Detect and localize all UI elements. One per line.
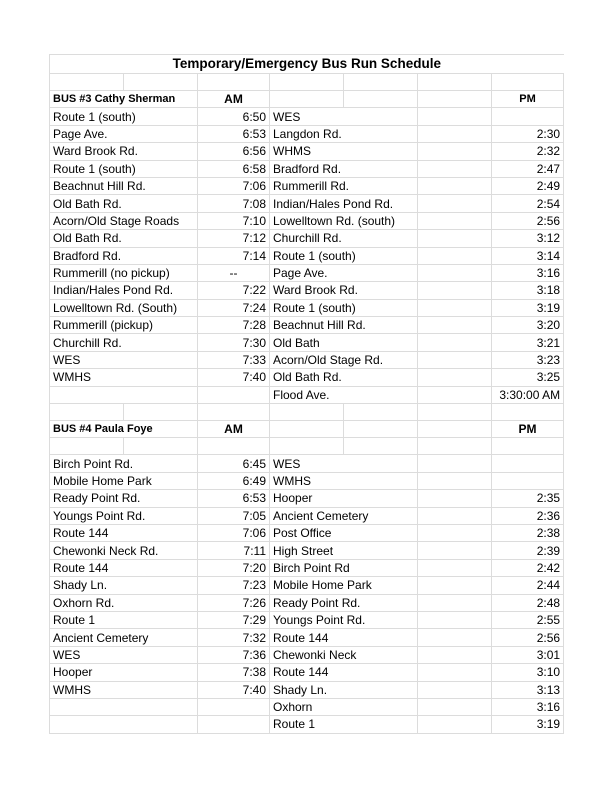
am-stop	[50, 698, 198, 715]
am-time: 6:53	[198, 125, 270, 142]
schedule-row	[50, 559, 564, 576]
spacer	[418, 264, 492, 281]
am-time: 6:50	[198, 108, 270, 125]
schedule-row	[50, 386, 564, 403]
pm-time: 3:13	[492, 681, 564, 698]
am-stop: Bradford Rd.	[50, 247, 198, 264]
pm-time: 2:56	[492, 629, 564, 646]
spacer	[418, 230, 492, 247]
schedule-row	[50, 125, 564, 142]
pm-time: 3:16	[492, 698, 564, 715]
schedule-row	[50, 472, 564, 489]
spacer	[418, 472, 492, 489]
schedule-row	[50, 317, 564, 334]
pm-stop: Mobile Home Park	[270, 577, 418, 594]
pm-time: 3:12	[492, 230, 564, 247]
spacer	[418, 386, 492, 403]
am-time: 7:05	[198, 507, 270, 524]
am-time: 7:14	[198, 247, 270, 264]
pm-time: 3:23	[492, 351, 564, 368]
am-stop: Hooper	[50, 664, 198, 681]
pm-stop: Shady Ln.	[270, 681, 418, 698]
am-time: 7:06	[198, 177, 270, 194]
bus4-am-label: AM	[198, 421, 270, 438]
pm-stop: Churchill Rd.	[270, 230, 418, 247]
spacer	[418, 629, 492, 646]
pm-stop: Flood Ave.	[270, 386, 418, 403]
pm-time: 2:42	[492, 559, 564, 576]
am-time: 7:24	[198, 299, 270, 316]
pm-stop: Route 1	[270, 716, 418, 733]
pm-stop: Route 144	[270, 629, 418, 646]
am-time: 7:40	[198, 681, 270, 698]
schedule-row	[50, 264, 564, 281]
schedule-row	[50, 698, 564, 715]
schedule-row	[50, 351, 564, 368]
am-time: 6:56	[198, 143, 270, 160]
pm-stop: Birch Point Rd	[270, 559, 418, 576]
am-time: 7:30	[198, 334, 270, 351]
pm-stop: Page Ave.	[270, 264, 418, 281]
schedule-row	[50, 577, 564, 594]
am-time: 7:29	[198, 611, 270, 628]
pm-stop: Ready Point Rd.	[270, 594, 418, 611]
am-stop: Rummerill (no pickup)	[50, 264, 198, 281]
spacer	[418, 177, 492, 194]
am-stop: Ward Brook Rd.	[50, 143, 198, 160]
am-stop: Churchill Rd.	[50, 334, 198, 351]
am-stop: WES	[50, 646, 198, 663]
schedule-table	[49, 54, 564, 734]
am-stop: Birch Point Rd.	[50, 455, 198, 472]
am-stop: Old Bath Rd.	[50, 230, 198, 247]
schedule-row	[50, 716, 564, 733]
schedule-row	[50, 507, 564, 524]
pm-stop: Rummerill Rd.	[270, 177, 418, 194]
pm-time: 2:56	[492, 212, 564, 229]
schedule-row	[50, 143, 564, 160]
pm-time: 2:39	[492, 542, 564, 559]
am-time: --	[198, 264, 270, 281]
pm-stop: High Street	[270, 542, 418, 559]
pm-time: 2:49	[492, 177, 564, 194]
spacer	[418, 524, 492, 541]
pm-time: 3:10	[492, 664, 564, 681]
am-stop: WMHS	[50, 369, 198, 386]
schedule-row	[50, 334, 564, 351]
pm-time: 3:20	[492, 317, 564, 334]
schedule-row	[50, 664, 564, 681]
pm-stop: Route 144	[270, 664, 418, 681]
pm-time: 2:35	[492, 490, 564, 507]
spacer	[418, 282, 492, 299]
spacer	[418, 247, 492, 264]
spacer	[418, 351, 492, 368]
pm-stop: Acorn/Old Stage Rd.	[270, 351, 418, 368]
spacer	[418, 212, 492, 229]
am-stop: Acorn/Old Stage Roads	[50, 212, 198, 229]
pm-stop: Bradford Rd.	[270, 160, 418, 177]
am-stop: Mobile Home Park	[50, 472, 198, 489]
pm-time: 3:01	[492, 646, 564, 663]
spacer	[418, 490, 492, 507]
spacer	[418, 646, 492, 663]
am-stop: Ready Point Rd.	[50, 490, 198, 507]
pm-stop: Hooper	[270, 490, 418, 507]
spacer	[418, 542, 492, 559]
bus3-header: BUS #3 Cathy Sherman	[50, 91, 198, 108]
pm-stop: Route 1 (south)	[270, 247, 418, 264]
bus4-header: BUS #4 Paula Foye	[50, 421, 198, 438]
am-stop: Shady Ln.	[50, 577, 198, 594]
bus3-pm-label: PM	[492, 91, 564, 108]
pm-stop: WHMS	[270, 143, 418, 160]
am-stop: Route 1	[50, 611, 198, 628]
am-time	[198, 386, 270, 403]
am-time: 7:32	[198, 629, 270, 646]
am-stop: Page Ave.	[50, 125, 198, 142]
spacer	[418, 507, 492, 524]
am-time: 7:40	[198, 369, 270, 386]
am-time	[198, 716, 270, 733]
spacer	[418, 559, 492, 576]
pm-time: 2:47	[492, 160, 564, 177]
pm-time: 3:25	[492, 369, 564, 386]
pm-stop: Beachnut Hill Rd.	[270, 317, 418, 334]
schedule-row	[50, 195, 564, 212]
pm-time: 2:32	[492, 143, 564, 160]
am-time: 7:08	[198, 195, 270, 212]
pm-stop: Old Bath Rd.	[270, 369, 418, 386]
am-stop: Route 1 (south)	[50, 160, 198, 177]
schedule-row	[50, 369, 564, 386]
spacer	[418, 160, 492, 177]
schedule-row	[50, 681, 564, 698]
am-stop: Chewonki Neck Rd.	[50, 542, 198, 559]
spacer	[418, 195, 492, 212]
am-stop: WMHS	[50, 681, 198, 698]
schedule-row	[50, 177, 564, 194]
spacer	[418, 716, 492, 733]
am-stop: Ancient Cemetery	[50, 629, 198, 646]
spacer	[418, 698, 492, 715]
pm-stop: Ward Brook Rd.	[270, 282, 418, 299]
page-title: Temporary/Emergency Bus Run Schedule	[50, 55, 564, 74]
am-time: 7:26	[198, 594, 270, 611]
pm-time: 3:19	[492, 299, 564, 316]
am-time: 6:58	[198, 160, 270, 177]
schedule-row	[50, 212, 564, 229]
schedule-row	[50, 230, 564, 247]
pm-time: 2:48	[492, 594, 564, 611]
schedule-row	[50, 594, 564, 611]
am-time: 6:53	[198, 490, 270, 507]
pm-stop: Indian/Hales Pond Rd.	[270, 195, 418, 212]
pm-time: 3:14	[492, 247, 564, 264]
am-stop: Lowelltown Rd. (South)	[50, 299, 198, 316]
am-stop: Oxhorn Rd.	[50, 594, 198, 611]
pm-time: 3:16	[492, 264, 564, 281]
pm-stop: Old Bath	[270, 334, 418, 351]
am-time: 6:45	[198, 455, 270, 472]
spacer	[418, 125, 492, 142]
am-stop: Beachnut Hill Rd.	[50, 177, 198, 194]
am-time: 7:06	[198, 524, 270, 541]
am-time: 7:28	[198, 317, 270, 334]
spacer	[418, 334, 492, 351]
am-time: 7:23	[198, 577, 270, 594]
pm-time: 2:55	[492, 611, 564, 628]
spacer	[418, 143, 492, 160]
spacer	[418, 299, 492, 316]
am-stop: Indian/Hales Pond Rd.	[50, 282, 198, 299]
pm-stop: Post Office	[270, 524, 418, 541]
spacer	[418, 577, 492, 594]
am-stop: Route 1 (south)	[50, 108, 198, 125]
spacer	[418, 681, 492, 698]
am-time	[198, 698, 270, 715]
pm-stop: WMHS	[270, 472, 418, 489]
spacer	[418, 108, 492, 125]
pm-stop: WES	[270, 108, 418, 125]
am-time: 7:11	[198, 542, 270, 559]
pm-time: 2:54	[492, 195, 564, 212]
spacer	[418, 664, 492, 681]
schedule-row	[50, 646, 564, 663]
pm-time: 2:38	[492, 524, 564, 541]
am-stop: Rummerill (pickup)	[50, 317, 198, 334]
pm-time: 3:18	[492, 282, 564, 299]
schedule-row	[50, 629, 564, 646]
schedule-row	[50, 542, 564, 559]
pm-time	[492, 472, 564, 489]
spacer	[418, 369, 492, 386]
pm-time: 3:21	[492, 334, 564, 351]
pm-stop: Route 1 (south)	[270, 299, 418, 316]
am-time: 7:36	[198, 646, 270, 663]
am-stop	[50, 716, 198, 733]
pm-time	[492, 455, 564, 472]
pm-stop: WES	[270, 455, 418, 472]
am-stop: Route 144	[50, 559, 198, 576]
am-stop	[50, 386, 198, 403]
am-time: 6:49	[198, 472, 270, 489]
schedule-row	[50, 524, 564, 541]
pm-stop: Langdon Rd.	[270, 125, 418, 142]
am-time: 7:20	[198, 559, 270, 576]
schedule-row	[50, 282, 564, 299]
schedule-row	[50, 611, 564, 628]
pm-stop: Ancient Cemetery	[270, 507, 418, 524]
pm-stop: Youngs Point Rd.	[270, 611, 418, 628]
spacer	[418, 594, 492, 611]
schedule-row	[50, 247, 564, 264]
am-time: 7:33	[198, 351, 270, 368]
pm-time: 2:30	[492, 125, 564, 142]
bus3-am-label: AM	[198, 91, 270, 108]
am-stop: Youngs Point Rd.	[50, 507, 198, 524]
am-stop: Route 144	[50, 524, 198, 541]
spacer	[418, 455, 492, 472]
schedule-row	[50, 108, 564, 125]
pm-stop: Oxhorn	[270, 698, 418, 715]
am-stop: WES	[50, 351, 198, 368]
schedule-row	[50, 160, 564, 177]
pm-stop: Lowelltown Rd. (south)	[270, 212, 418, 229]
pm-time: 3:19	[492, 716, 564, 733]
schedule-row	[50, 455, 564, 472]
am-time: 7:38	[198, 664, 270, 681]
spacer	[418, 317, 492, 334]
am-time: 7:10	[198, 212, 270, 229]
pm-stop: Chewonki Neck	[270, 646, 418, 663]
am-time: 7:12	[198, 230, 270, 247]
pm-time: 2:36	[492, 507, 564, 524]
schedule-row	[50, 490, 564, 507]
am-stop: Old Bath Rd.	[50, 195, 198, 212]
am-time: 7:22	[198, 282, 270, 299]
pm-time: 2:44	[492, 577, 564, 594]
pm-time	[492, 108, 564, 125]
schedule-row	[50, 299, 564, 316]
bus4-pm-label: PM	[492, 421, 564, 438]
spacer	[418, 611, 492, 628]
pm-time: 3:30:00 AM	[492, 386, 564, 403]
